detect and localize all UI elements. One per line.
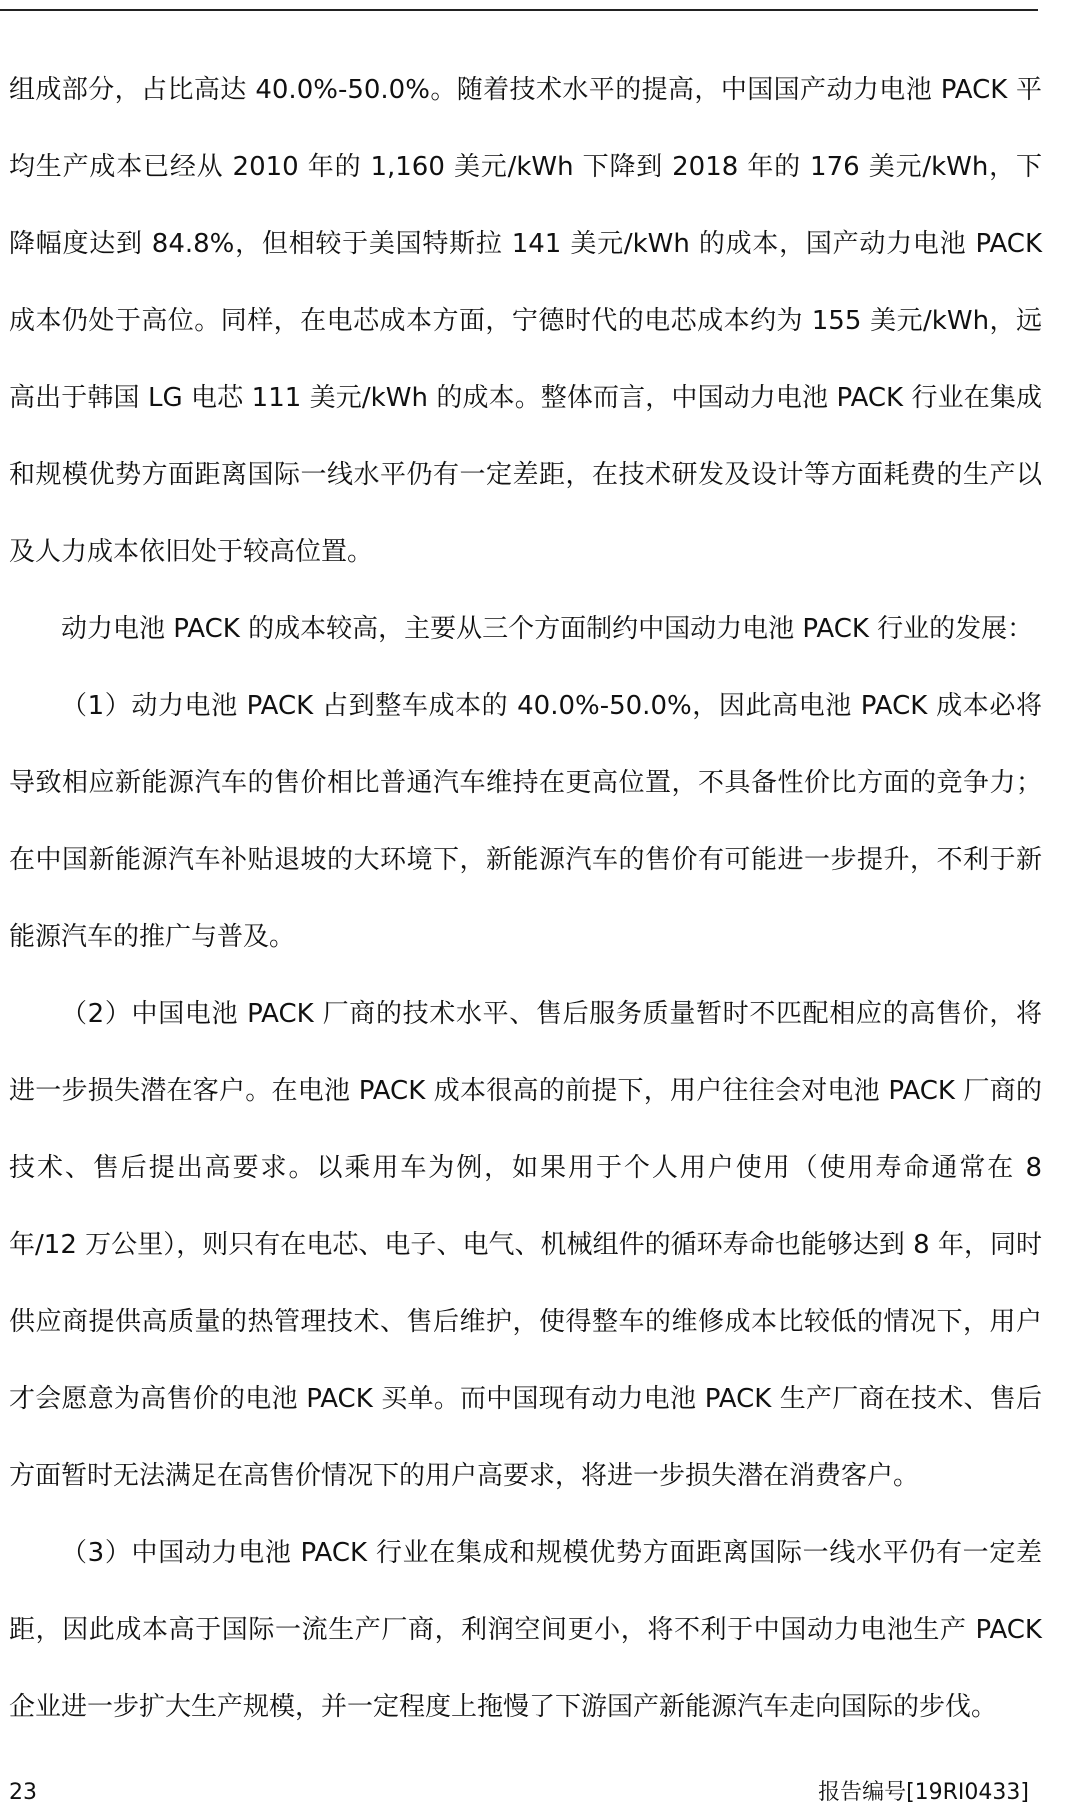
- paragraph-cost-overview: 组成部分，占比高达 40.0%-50.0%。随着技术水平的提高，中国国产动力电池 PACK 平均生产成本已经从 2010 年的 1,160 美元/kWh 下降到 2018 年的 176 美元/kWh，下降幅度达到 84.8%，但相较于美国特斯拉 141 美元/kWh 的成本，国产动力电池 PACK 成本仍处于高位。同样，在电芯成本方面，宁德时代的电芯成本约为 155 美元/kWh，远高出于韩国 LG 电芯 111 美元/kWh 的成本。整体而言，中国动力电池 PACK 行业在集成和规模优势方面距离国际一线水平仍有一定差距，在技术研发及设计等方面耗费的生产以及人力成本依旧处于较高位置。: [9, 75, 1042, 567]
- page-number: 23: [9, 1780, 37, 1805]
- page-footer: [9, 1778, 1029, 1808]
- paragraph-point-3: （3）中国动力电池 PACK 行业在集成和规模优势方面距离国际一线水平仍有一定差距，因此成本高于国际一流生产厂商，利润空间更小，将不利于中国动力电池生产 PACK 企业进一步扩大生产规模，并一定程度上拖慢了下游国产新能源汽车走向国际的步伐。: [9, 1538, 1042, 1722]
- document-body: [9, 52, 1042, 1746]
- paragraph-point-1: （1）动力电池 PACK 占到整车成本的 40.0%-50.0%，因此高电池 PACK 成本必将导致相应新能源汽车的售价相比普通汽车维持在更高位置，不具备性价比方面的竞争力；在中国新能源汽车补贴退坡的大环境下，新能源汽车的售价有可能进一步提升，不利于新能源汽车的推广与普及。: [9, 691, 1042, 952]
- header-rule: [0, 9, 1038, 11]
- paragraph-constraints-intro: 动力电池 PACK 的成本较高，主要从三个方面制约中国动力电池 PACK 行业的发展：: [61, 614, 1034, 644]
- paragraph-point-2: （2）中国电池 PACK 厂商的技术水平、售后服务质量暂时不匹配相应的高售价，将进一步损失潜在客户。在电池 PACK 成本很高的前提下，用户往往会对电池 PACK 厂商的技术、售后提出高要求。以乘用车为例，如果用于个人用户使用（使用寿命通常在 8 年/12 万公里），则只有在电芯、电子、电气、机械组件的循环寿命也能够达到 8 年，同时供应商提供高质量的热管理技术、售后维护，使得整车的维修成本比较低的情况下，用户才会愿意为高售价的电池 PACK 买单。而中国现有动力电池 PACK 生产厂商在技术、售后方面暂时无法满足在高售价情况下的用户高要求，将进一步损失潜在消费客户。: [9, 999, 1042, 1491]
- report-code: 报告编号[19RI0433]: [818, 1780, 1029, 1805]
